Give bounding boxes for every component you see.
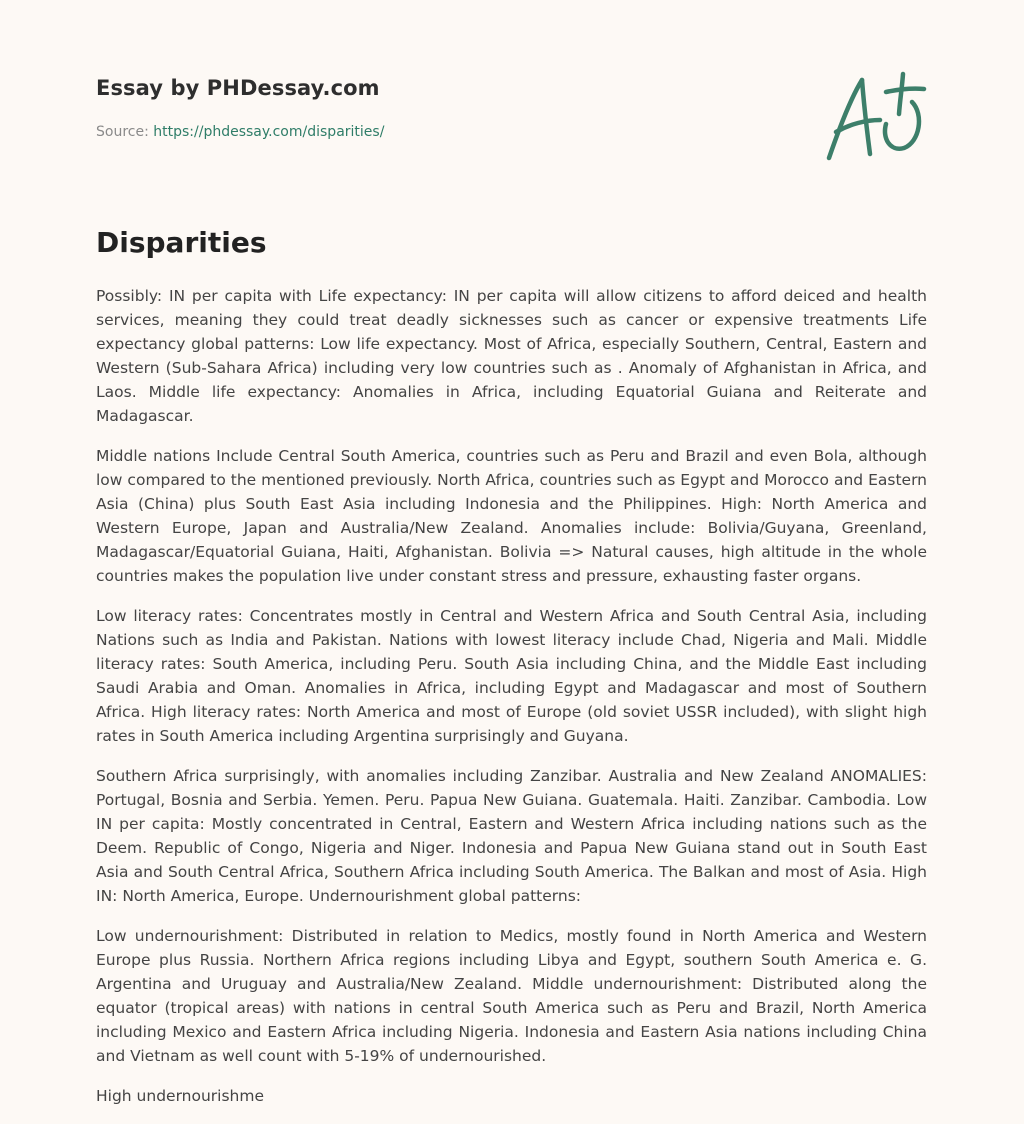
source-label: Source: — [96, 124, 149, 140]
site-title: Essay by PHDessay.com — [96, 76, 380, 100]
essay-title: Disparities — [96, 226, 267, 259]
essay-paragraph: Southern Africa surprisingly, with anomalies including Zanzibar. Australia and New Zealand ANOMALIES: Portugal, Bosnia and Serbia. Yemen. Peru. Papua New Guiana. Guatemala. Haiti. Zanzibar. Cambodia. Low IN per capita: Mostly concentrated in Central, Eastern and Western Africa including nations such as the Deem. Republic of Congo, Nigeria and Niger. Indonesia and Papua New Guiana stand out in South East Asia and South Central Africa, Southern Africa including South America. The Balkan and most of Asia. High IN: North America, Europe. Undernourishment global patterns: — [96, 767, 927, 905]
essay-body — [96, 284, 927, 1124]
a-plus-logo-icon — [820, 66, 930, 166]
essay-paragraph: Low literacy rates: Concentrates mostly in Central and Western Africa and South Central Asia, including Nations such as India and Pakistan. Nations with lowest literacy include Chad, Nigeria and Mali. Middle literacy rates: South America, including Peru. South Asia including China, and the Middle East including Saudi Arabia and Oman. Anomalies in Africa, including Egypt and Madagascar and most of Southern Africa. High literacy rates: North America and most of Europe (old soviet USSR included), with slight high rates in South America including Argentina surprisingly and Guyana. — [96, 607, 927, 745]
essay-paragraph: Possibly: IN per capita with Life expectancy: IN per capita will allow citizens to afford deiced and health services, meaning they could treat deadly sicknesses such as cancer or expensive treatments Life expectancy global patterns: Low life expectancy. Most of Africa, especially Southern, Central, Eastern and Western (Sub-Sahara Africa) including very low countries such as . Anomaly of Afghanistan in Africa, and Laos. Middle life expectancy: Anomalies in Africa, including Equatorial Guiana and Reiterate and Madagascar. — [96, 287, 927, 425]
essay-paragraph: Middle nations Include Central South America, countries such as Peru and Brazil and even Bola, although low compared to the mentioned previously. North Africa, countries such as Egypt and Morocco and Eastern Asia (China) plus South East Asia including Indonesia and the Philippines. High: North America and Western Europe, Japan and Australia/New Zealand. Anomalies include: Bolivia/Guyana, Greenland, Madagascar/Equatorial Guiana, Haiti, Afghanistan. Bolivia => Natural causes, high altitude in the whole countries makes the population live under constant stress and pressure, exhausting faster organs. — [96, 447, 927, 585]
source-link[interactable]: https://phdessay.com/disparities/ — [153, 124, 385, 140]
source-line — [96, 124, 384, 140]
essay-paragraph: Low undernourishment: Distributed in relation to Medics, mostly found in North America and Western Europe plus Russia. Northern Africa regions including Libya and Egypt, southern South America e. G. Argentina and Uruguay and Australia/New Zealand. Middle undernourishment: Distributed along the equator (tropical areas) with nations in central South America such as Peru and Brazil, North America including Mexico and Eastern Africa including Nigeria. Indonesia and Eastern Asia nations including China and Vietnam as well count with 5-19% of undernourished. — [96, 927, 927, 1065]
essay-paragraph-truncated: High undernourishme — [96, 1087, 265, 1105]
